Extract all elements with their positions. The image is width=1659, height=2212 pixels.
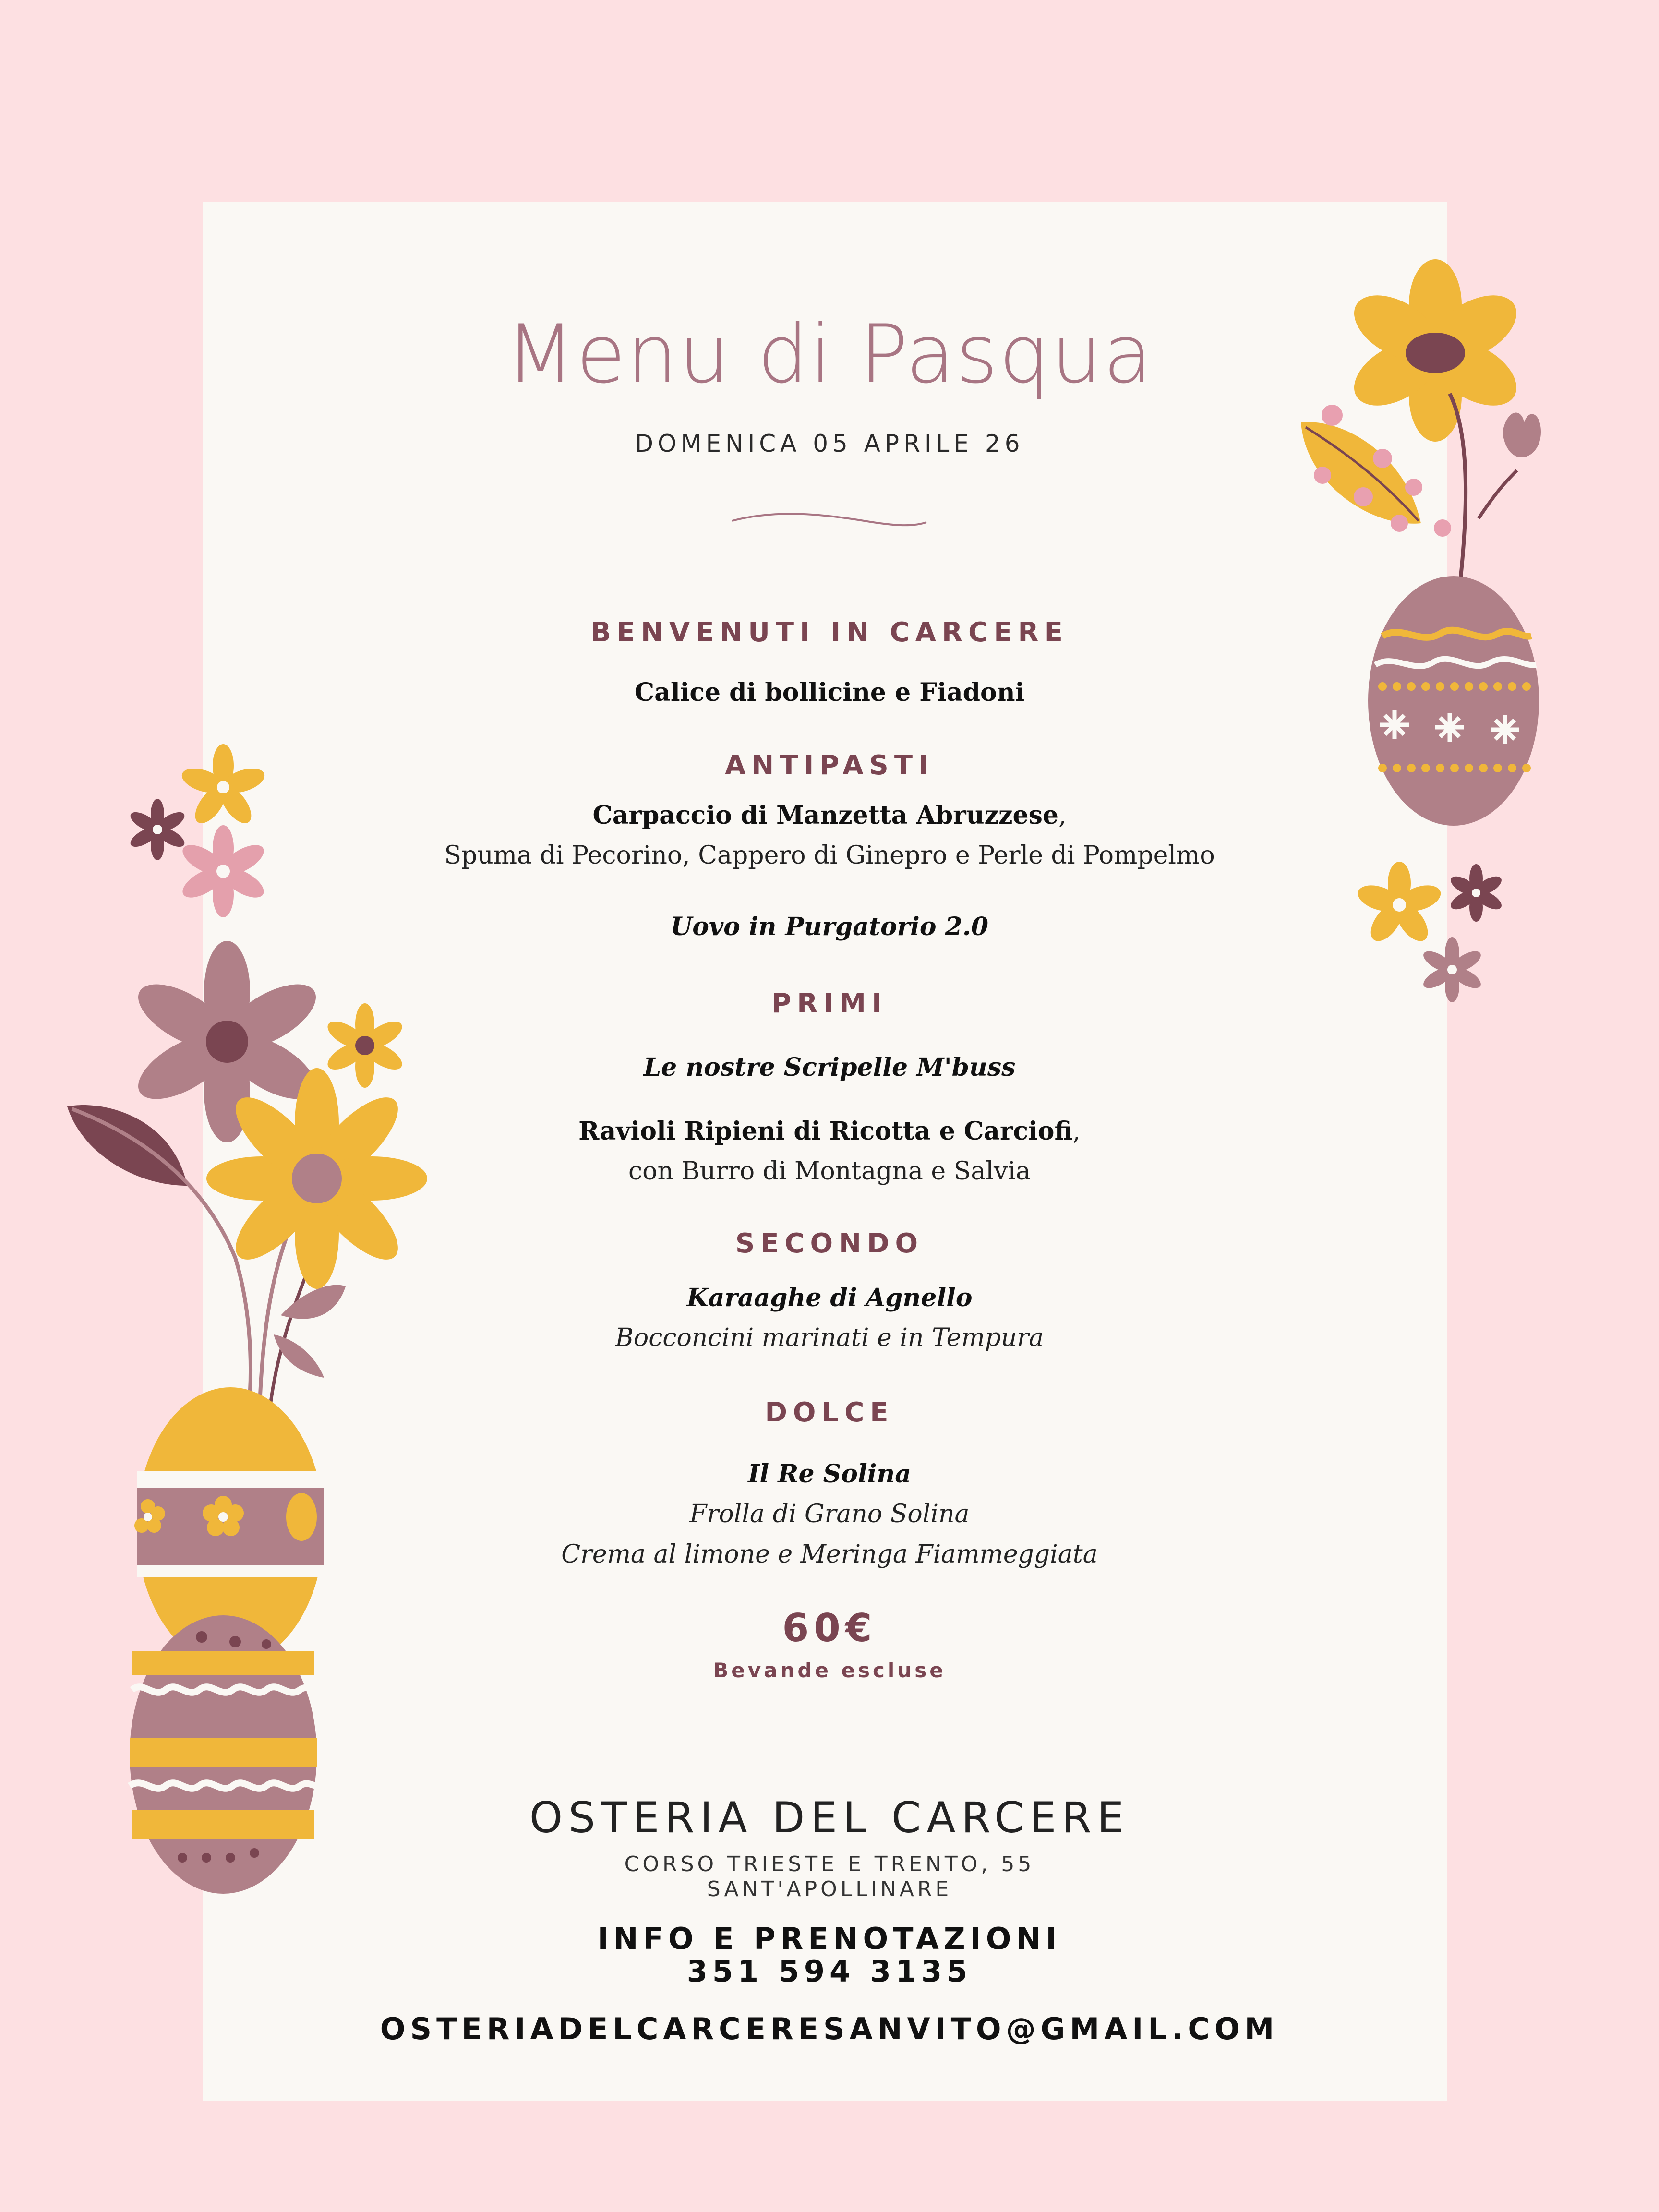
- flower-icon: [178, 825, 268, 917]
- dish-welcome: Calice di bollicine e Fiadoni: [634, 678, 1025, 707]
- dish-solina: Il Re Solina: [748, 1459, 911, 1489]
- section-title-primi: PRIMI: [771, 988, 888, 1019]
- dish-ravioli-desc: con Burro di Montagna e Salvia: [628, 1157, 1031, 1186]
- menu-date: DOMENICA 05 APRILE 26: [635, 430, 1024, 457]
- section-title-antipasti: ANTIPASTI: [725, 750, 934, 781]
- section-title-welcome: BENVENUTI IN CARCERE: [590, 617, 1069, 648]
- dish-solina-desc1: Frolla di Grano Solina: [689, 1500, 970, 1528]
- dish-ravioli: Ravioli Ripieni di Ricotta e Carciofi,: [578, 1117, 1081, 1146]
- address-line1: CORSO TRIESTE E TRENTO, 55: [624, 1852, 1035, 1876]
- price-note: Bevande escluse: [713, 1659, 946, 1682]
- section-title-secondo: SECONDO: [735, 1228, 924, 1259]
- divider-swirl: [732, 514, 926, 525]
- dish-carpaccio-desc: Spuma di Pecorino, Cappero di Ginepro e Perle di Pompelmo: [444, 841, 1215, 870]
- dish-name: Carpaccio di Manzetta Abruzzese: [592, 801, 1058, 830]
- dish-uovo: Uovo in Purgatorio 2.0: [670, 912, 989, 941]
- restaurant-name: OSTERIA DEL CARCERE: [529, 1793, 1130, 1842]
- dish-karaaghe: Karaaghe di Agnello: [686, 1283, 973, 1312]
- dish-name: Ravioli Ripieni di Ricotta e Carciofi: [578, 1117, 1073, 1146]
- menu-title: Menu di Pasqua: [505, 307, 1154, 401]
- section-title-dolce: DOLCE: [765, 1397, 894, 1428]
- info-label: INFO E PRENOTAZIONI: [597, 1921, 1062, 1956]
- dish-carpaccio: Carpaccio di Manzetta Abruzzese,: [592, 801, 1067, 830]
- email-link[interactable]: OSTERIADELCARCERESANVITO@GMAIL.COM: [380, 2011, 1279, 2046]
- stem: [1479, 470, 1517, 518]
- dish-scripelle: Le nostre Scripelle M'buss: [643, 1053, 1016, 1082]
- dish-karaaghe-desc: Bocconcini marinati e in Tempura: [615, 1323, 1044, 1352]
- address-line2: SANT'APOLLINARE: [707, 1877, 952, 1901]
- dish-solina-desc2: Crema al limone e Meringa Fiammeggiata: [561, 1540, 1098, 1569]
- phone-number[interactable]: 351 594 3135: [686, 1954, 973, 1989]
- menu-price: 60€: [782, 1606, 877, 1650]
